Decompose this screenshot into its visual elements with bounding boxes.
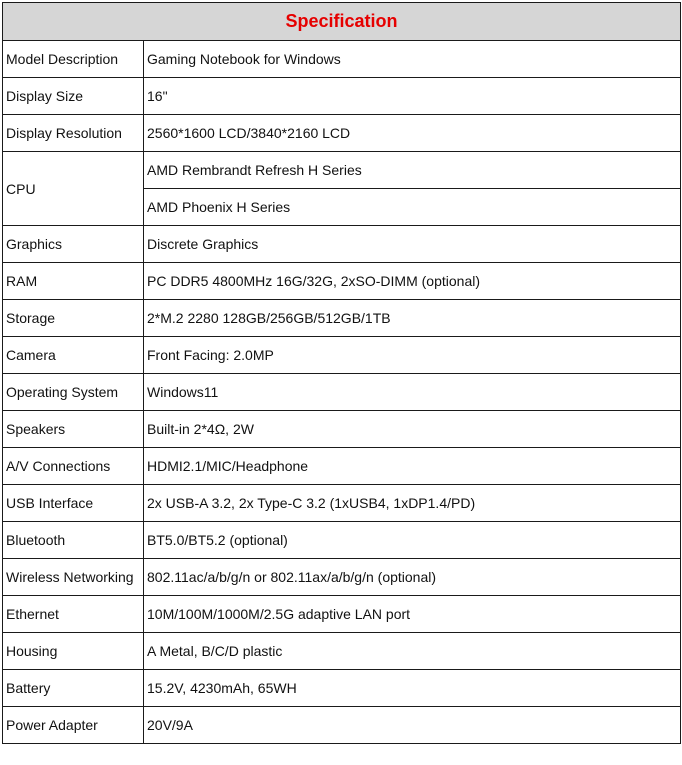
spec-label: Storage — [3, 300, 144, 337]
table-row — [3, 263, 681, 300]
table-row — [3, 522, 681, 559]
spec-label: Graphics — [3, 226, 144, 263]
spec-label: RAM — [3, 263, 144, 300]
table-row — [3, 152, 681, 189]
spec-value: 10M/100M/1000M/2.5G adaptive LAN port — [144, 596, 681, 633]
spec-label: Bluetooth — [3, 522, 144, 559]
spec-value: 15.2V, 4230mAh, 65WH — [144, 670, 681, 707]
table-row — [3, 633, 681, 670]
table-header-row — [3, 3, 681, 41]
spec-label: CPU — [3, 152, 144, 226]
spec-value: 20V/9A — [144, 707, 681, 744]
spec-label: Wireless Networking — [3, 559, 144, 596]
spec-label: Housing — [3, 633, 144, 670]
spec-value: 2x USB-A 3.2, 2x Type-C 3.2 (1xUSB4, 1xDP1.4/PD) — [144, 485, 681, 522]
spec-value: Windows11 — [144, 374, 681, 411]
table-row — [3, 596, 681, 633]
table-row — [3, 707, 681, 744]
spec-label: Model Description — [3, 41, 144, 78]
spec-value: Front Facing: 2.0MP — [144, 337, 681, 374]
spec-value: HDMI2.1/MIC/Headphone — [144, 448, 681, 485]
spec-value: BT5.0/BT5.2 (optional) — [144, 522, 681, 559]
table-row — [3, 670, 681, 707]
spec-label: Display Size — [3, 78, 144, 115]
table-row — [3, 448, 681, 485]
table-row — [3, 559, 681, 596]
spec-value: Gaming Notebook for Windows — [144, 41, 681, 78]
spec-label: A/V Connections — [3, 448, 144, 485]
table-row — [3, 78, 681, 115]
spec-label: Speakers — [3, 411, 144, 448]
table-title: Specification — [3, 3, 681, 41]
table-row — [3, 115, 681, 152]
spec-label: USB Interface — [3, 485, 144, 522]
spec-value: AMD Phoenix H Series — [144, 189, 681, 226]
spec-value: AMD Rembrandt Refresh H Series — [144, 152, 681, 189]
table-row — [3, 337, 681, 374]
table-row — [3, 411, 681, 448]
spec-value: Discrete Graphics — [144, 226, 681, 263]
spec-label: Power Adapter — [3, 707, 144, 744]
spec-label: Battery — [3, 670, 144, 707]
spec-value: Built-in 2*4Ω, 2W — [144, 411, 681, 448]
spec-value: A Metal, B/C/D plastic — [144, 633, 681, 670]
spec-value: 802.11ac/a/b/g/n or 802.11ax/a/b/g/n (optional) — [144, 559, 681, 596]
spec-value: PC DDR5 4800MHz 16G/32G, 2xSO-DIMM (optional) — [144, 263, 681, 300]
table-row — [3, 300, 681, 337]
table-row — [3, 485, 681, 522]
table-row — [3, 374, 681, 411]
table-row — [3, 41, 681, 78]
spec-label: Operating System — [3, 374, 144, 411]
specification-table — [2, 2, 681, 744]
spec-label: Camera — [3, 337, 144, 374]
spec-label: Ethernet — [3, 596, 144, 633]
spec-label: Display Resolution — [3, 115, 144, 152]
spec-value: 16" — [144, 78, 681, 115]
spec-value: 2560*1600 LCD/3840*2160 LCD — [144, 115, 681, 152]
spec-value: 2*M.2 2280 128GB/256GB/512GB/1TB — [144, 300, 681, 337]
table-row — [3, 226, 681, 263]
